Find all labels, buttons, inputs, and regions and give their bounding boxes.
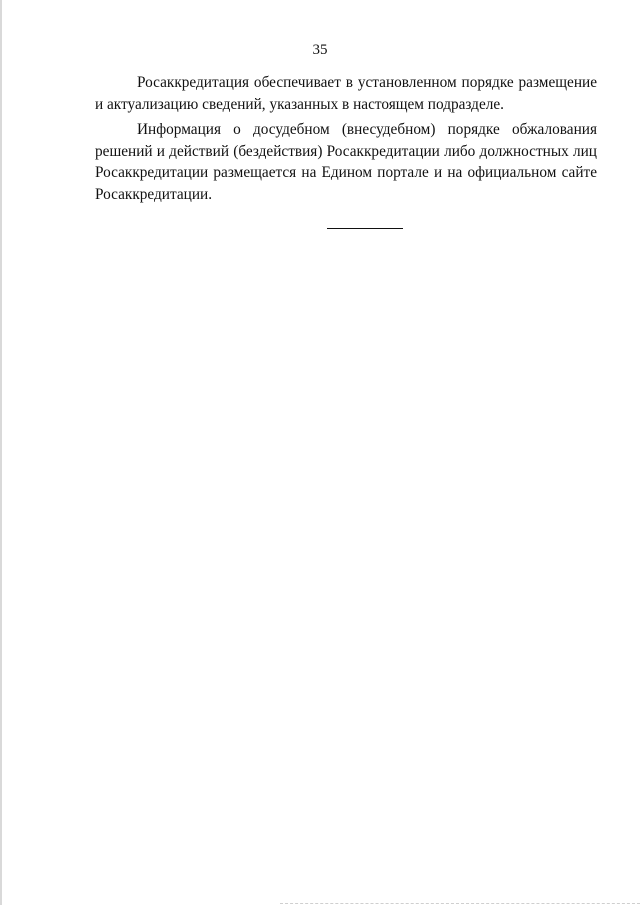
- paragraph-appeal-information: [95, 119, 597, 205]
- page-number: 35: [312, 42, 328, 58]
- paragraph-line: Росаккредитация обеспечивает в установленном порядке размещение: [137, 74, 597, 91]
- paragraph-line: решений и действий (бездействия) Росаккредитации либо должностных лиц: [95, 142, 597, 160]
- section-end-rule: [327, 228, 403, 229]
- paragraph-line: Информация о досудебном (внесудебном) порядке обжалования: [137, 121, 597, 138]
- paragraph-line: Росаккредитации размещается на Едином портале и на официальном сайте: [95, 164, 597, 181]
- document-body: [95, 72, 597, 209]
- scan-edge-shadow: [0, 0, 2, 905]
- paragraph-line: Росаккредитации.: [95, 185, 213, 203]
- paragraph-line: и актуализацию сведений, указанных в настоящем подразделе.: [95, 95, 505, 113]
- paragraph-publication-duty: [95, 72, 597, 115]
